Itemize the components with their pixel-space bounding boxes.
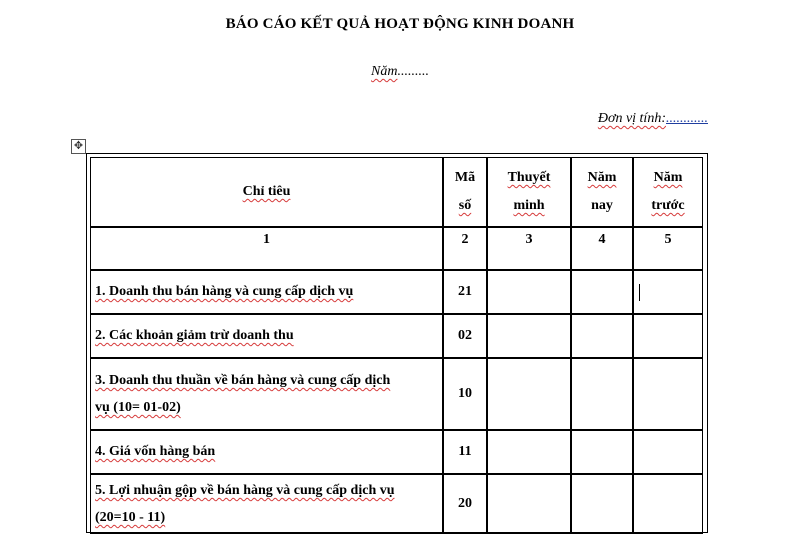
report-title: BÁO CÁO KẾT QUẢ HOẠT ĐỘNG KINH DOANH (225, 16, 575, 32)
note-cell[interactable] (487, 270, 571, 314)
code-cell[interactable]: 02 (443, 314, 487, 358)
header-this-year[interactable]: Năm nay (571, 157, 633, 227)
text-cursor (639, 284, 640, 301)
note-cell[interactable] (487, 314, 571, 358)
indicator-cell[interactable]: 1. Doanh thu bán hàng và cung cấp dịch vụ (90, 270, 443, 314)
column-index-row (90, 227, 703, 270)
note-cell[interactable] (487, 474, 571, 534)
unit-line (598, 111, 708, 127)
prev-year-cell[interactable] (633, 358, 703, 430)
prev-year-cell[interactable] (633, 270, 703, 314)
header-prev-year[interactable]: Năm trước (633, 157, 703, 227)
table-move-handle-icon[interactable]: ✥ (71, 139, 86, 154)
prev-year-cell[interactable] (633, 474, 703, 534)
table-row (90, 314, 703, 358)
year-label: Năm (371, 64, 398, 79)
code-cell[interactable]: 11 (443, 430, 487, 474)
this-year-cell[interactable] (571, 358, 633, 430)
header-note[interactable]: Thuyết minh (487, 157, 571, 227)
index-cell[interactable]: 2 (443, 227, 487, 270)
indicator-cell[interactable]: 2. Các khoản giảm trừ doanh thu (90, 314, 443, 358)
income-statement-table (90, 157, 703, 534)
indicator-cell[interactable]: 5. Lợi nhuận gộp về bán hàng và cung cấp dịch vụ (20=10 - 11) (90, 474, 443, 534)
this-year-cell[interactable] (571, 474, 633, 534)
unit-value: ............ (666, 111, 708, 126)
indicator-cell[interactable]: 4. Giá vốn hàng bán (90, 430, 443, 474)
index-cell[interactable]: 3 (487, 227, 571, 270)
this-year-cell[interactable] (571, 270, 633, 314)
code-cell[interactable]: 10 (443, 358, 487, 430)
index-cell[interactable]: 5 (633, 227, 703, 270)
code-cell[interactable]: 21 (443, 270, 487, 314)
table-row (90, 430, 703, 474)
table-row (90, 270, 703, 314)
unit-label: Đơn vị tính: (597, 111, 666, 126)
note-cell[interactable] (487, 358, 571, 430)
header-indicator[interactable]: Chỉ tiêu (90, 157, 443, 227)
table-row (90, 474, 703, 534)
year-value: ......... (397, 64, 429, 79)
indicator-cell[interactable]: 3. Doanh thu thuần về bán hàng và cung cấp dịch vụ (10= 01-02) (90, 358, 443, 430)
this-year-cell[interactable] (571, 430, 633, 474)
table-row (90, 358, 703, 430)
this-year-cell[interactable] (571, 314, 633, 358)
index-cell[interactable]: 1 (90, 227, 443, 270)
index-cell[interactable]: 4 (571, 227, 633, 270)
header-code[interactable]: Mã số (443, 157, 487, 227)
note-cell[interactable] (487, 430, 571, 474)
prev-year-cell[interactable] (633, 430, 703, 474)
code-cell[interactable]: 20 (443, 474, 487, 534)
report-year (0, 64, 800, 80)
table-header-row (90, 157, 703, 227)
prev-year-cell[interactable] (633, 314, 703, 358)
